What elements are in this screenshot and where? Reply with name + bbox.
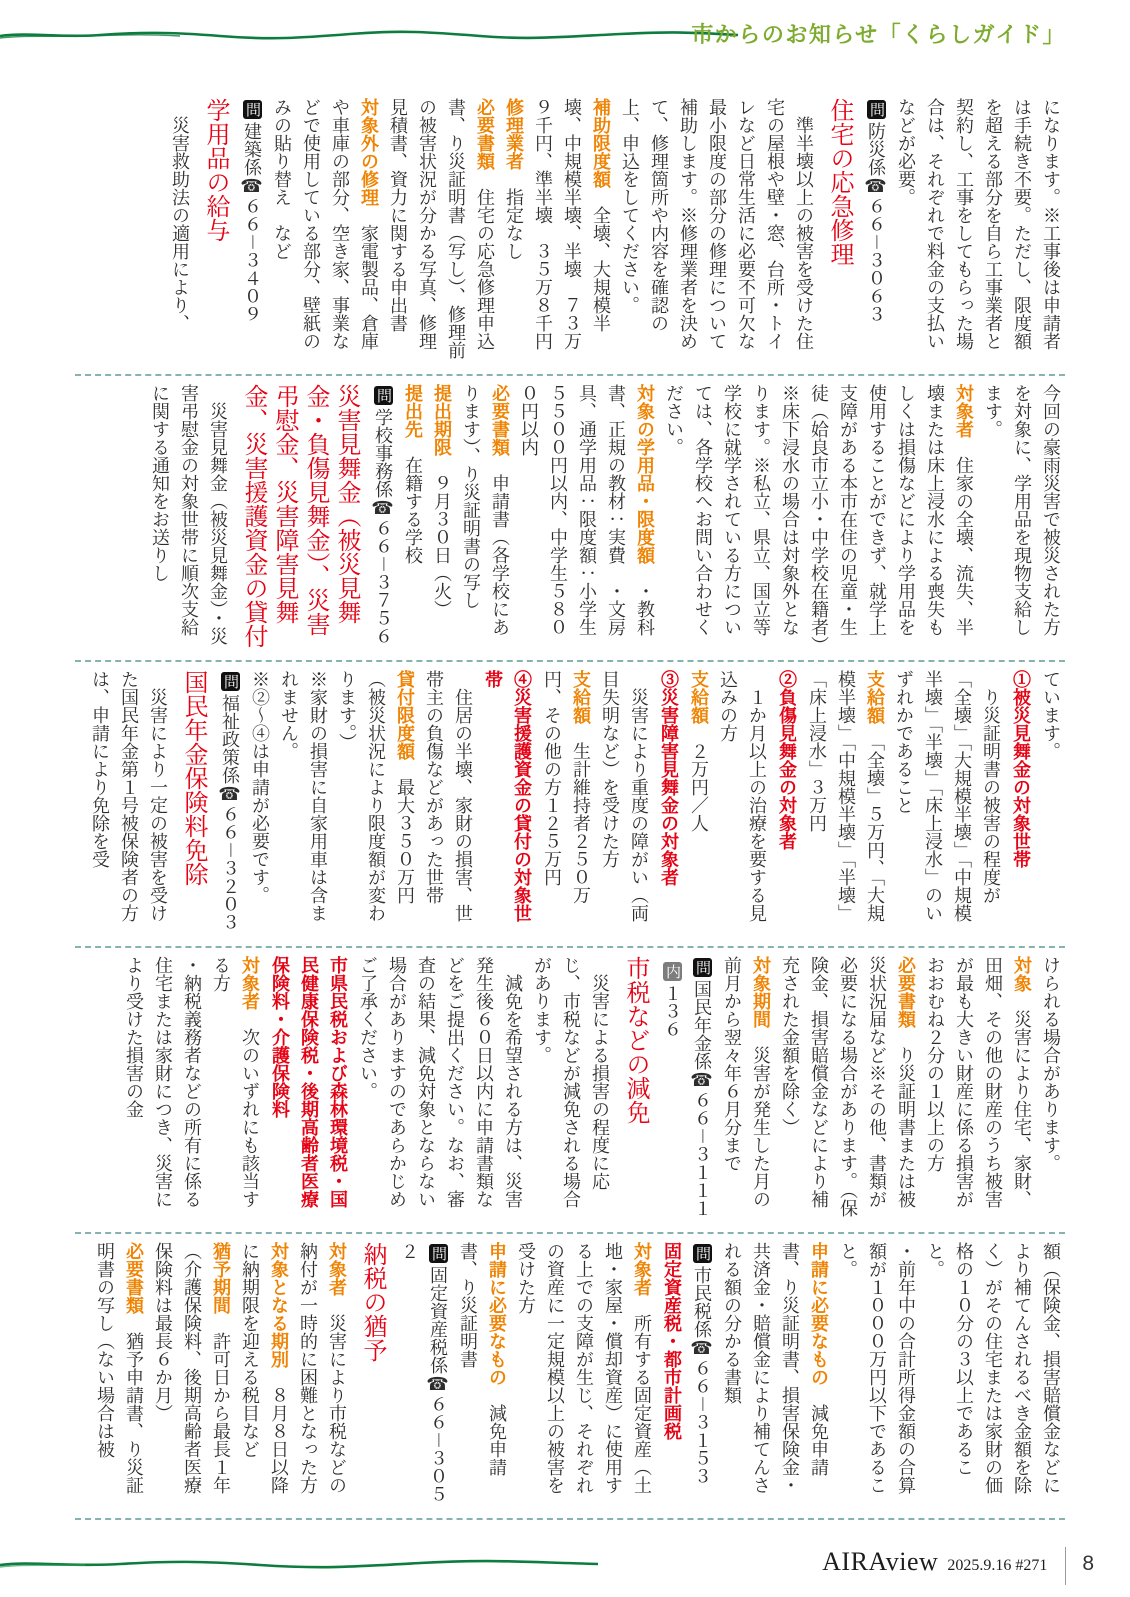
contact-name: 学校事務係 <box>373 408 393 498</box>
contact-phone: ６６－３０５２ <box>399 1242 448 1503</box>
content-band-2 <box>75 376 1065 662</box>
body-paragraph: 災害により一定の被害を受けた国民年金第１号被保険者の方は、申請により免除を受 <box>90 670 168 922</box>
body-paragraph: けられる場合があります。 <box>1041 956 1061 1172</box>
vertical-text-flow <box>75 948 1065 1232</box>
labeled-paragraph <box>717 1242 833 1510</box>
inquiry-box-icon: 問 <box>694 960 711 975</box>
field-value: 許可日から最長１年（介護保険料、後期高齢者医療保険料は最長６か月） <box>153 1242 231 1494</box>
contact-line <box>657 956 717 1224</box>
field-value: 最大３５０万円（被災状況により限度額が変わります。） <box>337 670 415 922</box>
phone-icon: ☎ <box>692 1070 712 1091</box>
labeled-paragraph <box>537 670 595 938</box>
body-paragraph: ※家財の損害に自家用車は含まれません。 <box>279 670 328 922</box>
article-heading: 住宅の応急修理 <box>826 98 853 266</box>
contact-line <box>368 384 398 652</box>
inquiry-box-icon: 問 <box>694 1246 711 1261</box>
contact-phone: ６６－３４０９ <box>242 197 262 323</box>
field-label: 対象外の修理 <box>359 98 379 206</box>
content-band-4 <box>75 948 1065 1234</box>
labeled-paragraph <box>920 956 1036 1224</box>
field-value: 猶予申請書、り災証明書の写し（ない場合は被 <box>95 1242 144 1494</box>
article-subheading: ②負傷見舞金の対象者 <box>777 670 797 850</box>
field-label: 対象者 <box>327 1242 347 1296</box>
field-value: ２万円／人 <box>689 724 709 832</box>
field-label: 支給額 <box>571 670 591 724</box>
body-paragraph: 減免を希望される方は、災害発生後６０日以内に申請書類などをご提出ください。なお、審査の結果、減免対象とならない場合がありますのであらかじめご了承ください。 <box>358 956 523 1208</box>
labeled-paragraph <box>511 1242 656 1510</box>
labeled-paragraph <box>775 956 920 1224</box>
field-value: 次のいずれにも該当する方 <box>211 956 260 1208</box>
field-label: 必要書類 <box>475 98 495 170</box>
magazine-title: AIRAview <box>822 1547 939 1576</box>
body-paragraph: り災証明書の被害の程度が「全壊」「大規模半壊」「中規模半壊」「半壊」「床上浸水」のいずれかであること <box>894 670 1001 922</box>
body-paragraph: 災害による損害の程度に応じ、市税などが減免される場合があります。 <box>532 956 610 1208</box>
labeled-paragraph <box>802 670 889 938</box>
field-label: 猶予期間 <box>211 1242 231 1314</box>
field-label: 対象となる期別 <box>269 1242 289 1368</box>
labeled-paragraph <box>90 1242 148 1510</box>
contact-extension: １３６ <box>662 984 682 1038</box>
labeled-paragraph <box>383 98 499 366</box>
labeled-paragraph <box>453 1242 511 1510</box>
body-paragraph: １か月以上の治療を要する見込みの方 <box>718 670 767 922</box>
article-content <box>75 90 1065 1520</box>
field-label: 提出先 <box>403 384 423 438</box>
phone-icon: ☎ <box>428 1374 448 1395</box>
body-paragraph: 住居の半壊、家財の損害、世帯主の負傷などがあった世帯 <box>424 670 473 922</box>
labeled-paragraph <box>528 98 615 366</box>
article-heading: 学用品の給与 <box>202 98 229 242</box>
footer-wave-line <box>0 1557 600 1571</box>
body-paragraph: になります。※工事後は申請者は手続き不要。ただし、限度額を超える部分を自ら工事業者と契約し、工事をしてもらった場合は、それぞれで料金の支払いなどが必要。 <box>896 98 1061 350</box>
article-subheading: ③災害障害見舞金の対象者 <box>659 670 679 886</box>
field-label: 対象者 <box>632 1242 652 1296</box>
labeled-paragraph <box>456 384 514 652</box>
labeled-paragraph <box>398 384 427 652</box>
field-value: 災害が発生した月の前月から翌々年６月分まで <box>722 956 771 1208</box>
field-value: 住家の全壊、流失、半壊または床上浸水による喪失もしくは損傷などにより学用品を使用することができず、就学上支障がある本市在住の児童・生徒（姶良市立小・中学校在籍者）※床下浸水の場合は対象外となります。※私立、県立、国立等学校に就学されている方については、各学校へお問い合わせください。 <box>664 384 974 645</box>
field-label: 申請に必要なもの <box>809 1242 829 1386</box>
field-label: 対象の学用品・限度額 <box>635 384 655 564</box>
contact-name: 福祉政策係 <box>220 694 240 784</box>
labeled-paragraph <box>332 670 419 938</box>
page-footer <box>0 1525 1130 1597</box>
article-heading: 納税の猶予 <box>359 1242 386 1362</box>
field-label: 修理業者 <box>504 98 524 170</box>
vertical-text-flow <box>75 662 1065 946</box>
body-paragraph: ・前年中の合計所得金額の合算額が１０００万円以下であること。 <box>838 1242 916 1494</box>
content-band-1 <box>75 90 1065 376</box>
body-paragraph: 災害救助法の適用により、 <box>170 98 190 332</box>
labeled-paragraph <box>717 956 775 1224</box>
field-value: 住宅の応急修理申込書、り災証明書（写し）、修理前の被害状況が分かる写真、修理見積書、資力に関する申出書 <box>388 98 495 359</box>
article-subheading: ①被災見舞金の対象世帯 <box>1011 670 1031 868</box>
labeled-paragraph <box>235 1242 293 1510</box>
field-label: 必要書類 <box>896 956 916 1028</box>
page-header-title: 市からのお知らせ「くらしガイド」 <box>691 22 1066 47</box>
labeled-paragraph <box>427 384 456 652</box>
field-value: 申請書（各学校にあります）、り災証明書の写し <box>461 384 510 636</box>
field-value: ・教科書、正規の教材：実費 ・文房具、通学用品：限度額：小学生５５００円以内、中学生５８００円以内 <box>519 384 655 636</box>
body-paragraph: ※②～④は申請が必要です。 <box>250 670 270 904</box>
contact-line <box>861 98 891 366</box>
body-paragraph: ・納税義務者などの所有に係る住宅または家財につき、災害により受けた損害の金 <box>124 956 202 1208</box>
contact-phone: ６６－３１１１ <box>692 1091 712 1217</box>
content-band-5 <box>75 1234 1065 1520</box>
contact-phone: ６６－３０６３ <box>866 197 886 323</box>
labeled-paragraph <box>514 384 659 652</box>
page-header <box>0 0 1130 70</box>
phone-icon: ☎ <box>220 784 240 805</box>
field-value: ８月８日以降に納期限を迎える税目など <box>240 1242 289 1494</box>
field-label: 必要書類 <box>124 1242 144 1314</box>
field-value: 生計維持者２５０万円、その他の方１２５万円 <box>542 670 591 904</box>
labeled-paragraph <box>684 670 713 938</box>
field-value: 在籍する学校 <box>403 438 423 564</box>
article-subheading: 固定資産税・都市計画税 <box>662 1242 682 1440</box>
phone-icon: ☎ <box>373 498 393 519</box>
contact-name: 市民税係 <box>692 1266 712 1338</box>
footer-divider <box>1065 1547 1066 1585</box>
content-band-3 <box>75 662 1065 948</box>
phone-icon: ☎ <box>866 176 886 197</box>
field-value: 全壊、大規模半壊、中規模半壊、半壊 ７３万９千円、準半壊 ３５万８千円 <box>533 98 611 350</box>
extension-box-icon: 内 <box>664 964 681 979</box>
contact-name: 建築係 <box>242 122 262 176</box>
field-label: 申請に必要なもの <box>487 1242 507 1386</box>
article-heading: 市税などの減免 <box>622 956 649 1124</box>
labeled-paragraph <box>659 384 978 652</box>
contact-phone: ６６－３１５３ <box>692 1359 712 1485</box>
vertical-text-flow <box>75 376 1065 660</box>
footer-imprint <box>822 1547 1094 1585</box>
inquiry-box-icon: 問 <box>244 102 261 117</box>
contact-phone: ６６－３２０３ <box>220 805 240 931</box>
inquiry-box-icon: 問 <box>222 674 239 689</box>
field-value: り災証明書または被災状況届など※その他、書類が必要になる場合があります。（保険金、損害賠償金などにより補充された金額を除く） <box>780 956 916 1217</box>
article-heading: 国民年金保険料免除 <box>180 670 207 886</box>
contact-name: 固定資産税係 <box>428 1266 448 1374</box>
page-number: 8 <box>1082 1552 1094 1575</box>
body-paragraph: 災害見舞金（被災見舞金）・災害弔慰金の対象世帯に順次支給に関する通知をお送りし <box>150 384 228 645</box>
contact-name: 国民年金係 <box>692 980 712 1070</box>
contact-name: 防災係 <box>866 122 886 176</box>
article-subheading: ④災害援護資金の貸付の対象世帯 <box>483 670 532 922</box>
body-paragraph: 今回の豪雨災害で被災された方を対象に、学用品を現物支給します。 <box>983 384 1061 636</box>
vertical-text-flow <box>75 90 1065 374</box>
contact-line <box>215 670 245 938</box>
article-heading: 災害見舞金（被災見舞金・負傷見舞金）、災害弔慰金、災害障害見舞金、災害援護資金の貸付 <box>240 384 360 648</box>
labeled-paragraph <box>148 1242 235 1510</box>
labeled-paragraph <box>499 98 528 366</box>
field-value: 指定なし <box>504 170 524 260</box>
labeled-paragraph <box>267 98 383 366</box>
inquiry-box-icon: 問 <box>430 1246 447 1261</box>
field-value: 減免申請書、り災証明書 <box>458 1242 507 1476</box>
field-value: 所有する固定資産（土地・家屋・償却資産）に使用する上での支障が生じ、それぞれの資産に一定規模以上の被害を受けた方 <box>516 1242 652 1494</box>
field-label: 支給額 <box>865 670 885 724</box>
contact-line <box>687 1242 717 1510</box>
contact-line <box>237 98 267 366</box>
phone-icon: ☎ <box>692 1338 712 1359</box>
article-subheading: 市県民税および森林環境税・国民健康保険税・後期高齢者医療保険料・介護保険料 <box>270 956 348 1208</box>
field-label: 補助限度額 <box>591 98 611 188</box>
labeled-paragraph <box>293 1242 351 1510</box>
field-label: 必要書類 <box>490 384 510 456</box>
inquiry-box-icon: 問 <box>375 388 392 403</box>
contact-line <box>394 1242 453 1510</box>
body-paragraph: 災害により重度の障がい（両目失明など）を受けた方 <box>600 670 649 922</box>
field-label: 対象者 <box>240 956 260 1010</box>
field-value: 災害により住宅、家財、田畑、その他の財産のうち被害が最も大きい財産に係る損害がおおむね２分の１以上の方 <box>925 956 1032 1208</box>
body-paragraph: 準半壊以上の被害を受けた住宅の屋根や壁・窓、台所・トイレなど日常生活に必要不可欠な最小限度の部分の修理について補助します。※修理業者を決めて、修理箇所や内容を確認の上、申込をしてください。 <box>620 98 814 350</box>
field-value: ９月３０日（火） <box>432 456 452 618</box>
inquiry-box-icon: 問 <box>868 102 885 117</box>
body-paragraph: ています。 <box>1041 670 1061 760</box>
issue-date: 2025.9.16 #271 <box>947 1557 1048 1574</box>
field-value: 家電製品、倉庫や車庫の部分、空き家、事業などで使用している部分、壁紙のみの貼り替え など <box>272 98 379 350</box>
field-label: 対象期間 <box>751 956 771 1028</box>
field-value: 「全壊」５万円、「大規模半壊」「中規模半壊」「半壊」「床上浸水」３万円 <box>807 670 885 922</box>
vertical-text-flow <box>75 1234 1065 1518</box>
body-paragraph: 額（保険金、損害賠償金などにより補てんされるべき金額を除く）がその住宅または家財の価格の１０分の３以上であること。 <box>925 1242 1061 1494</box>
field-label: 貸付限度額 <box>395 670 415 760</box>
phone-icon: ☎ <box>242 176 262 197</box>
labeled-paragraph <box>206 956 264 1224</box>
field-label: 支給額 <box>689 670 709 724</box>
header-wave-line <box>0 28 740 42</box>
field-value: 減免申請書、り災証明書、損害保険金・共済金・賠償金により補てんされる額の分かる書類 <box>722 1242 829 1494</box>
field-label: 対象者 <box>954 384 974 438</box>
field-value: 災害により市税などの納付が一時的に困難となった方 <box>298 1242 347 1494</box>
field-label: 提出期限 <box>432 384 452 456</box>
field-label: 対象 <box>1012 956 1032 992</box>
contact-phone: ６６－３７５６ <box>373 519 393 645</box>
